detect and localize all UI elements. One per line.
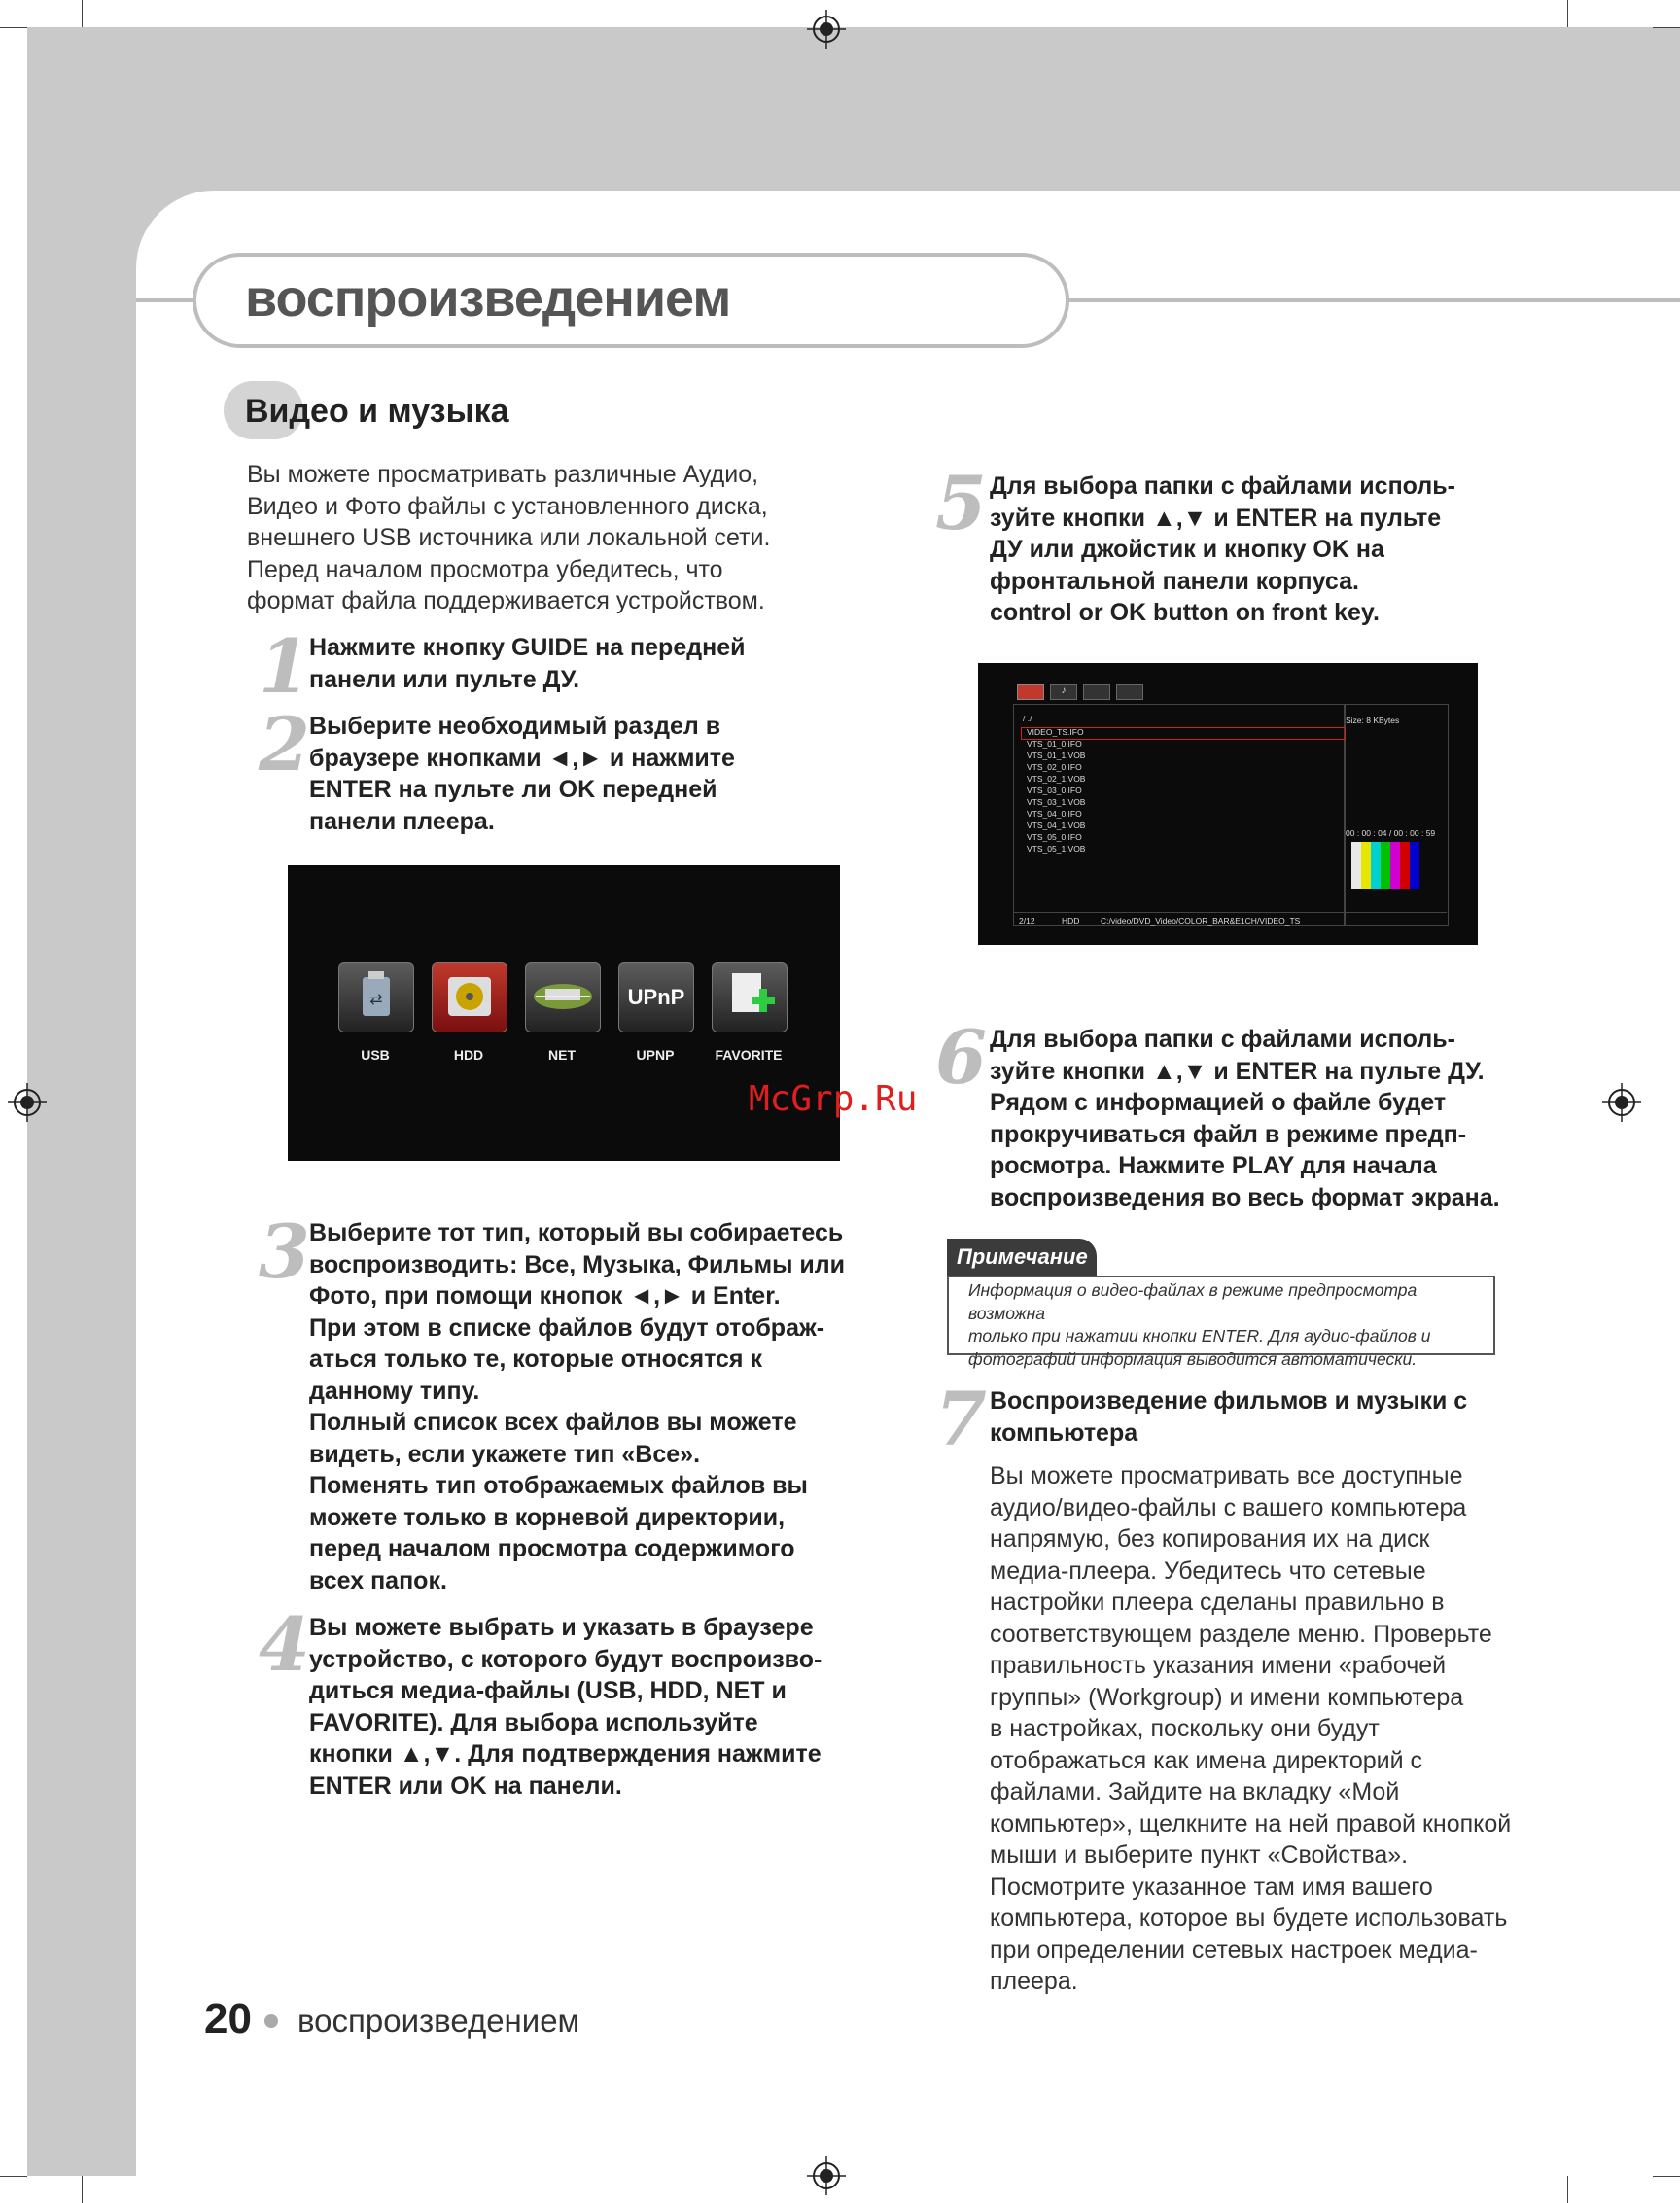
device-label: HDD [453,1047,484,1063]
note-title: Примечание [947,1239,1097,1276]
step-number: 1 [259,623,310,710]
device-label: FAVORITE [715,1047,783,1063]
upnp-icon-text: UPnP [627,985,685,1009]
step-1-text [309,632,745,695]
color-bar [1390,842,1400,889]
page-number: 20 [204,1995,252,2043]
crop-mark [0,2176,27,2177]
photo-tab-icon[interactable] [1116,684,1143,700]
text-line: Вы можете просматривать все доступные [990,1462,1463,1489]
text-line: компьютера, которое вы будете использовать [990,1905,1508,1932]
crop-mark [0,27,27,28]
text-line: данному типу. [309,1377,480,1405]
step-number: 2 [259,701,310,787]
step-number: 3 [259,1208,310,1295]
text-line: при определении сетевых настроек медиа- [990,1936,1478,1964]
registration-mark-icon [1602,1083,1641,1122]
color-bar [1381,842,1390,889]
step-number: 5 [935,460,987,546]
text-line: файлами. Зайдите на вкладку «Мой [990,1778,1400,1805]
text-line: ENTER или OK на панели. [309,1771,622,1800]
watermark: McGrp.Ru [749,1079,918,1119]
registration-mark-icon [807,2156,846,2195]
text-line: Фото, при помощи кнопок ◄,► и Enter. [309,1282,781,1310]
crop-mark [1567,0,1568,27]
file-row[interactable]: VIDEO_TS.IFO [1027,727,1084,737]
text-line: При этом в списке файлов будут отображ- [309,1313,825,1342]
file-row[interactable]: VTS_01_1.VOB [1027,751,1086,760]
text-line: ДУ или джойстик и кнопку OK на [990,536,1384,563]
hdd-tile[interactable] [432,962,508,1032]
text-line: перед началом просмотра содержимого [309,1535,795,1562]
usb-tile[interactable] [338,962,414,1032]
network-icon [526,963,600,1032]
file-row[interactable]: VTS_03_0.IFO [1027,786,1082,795]
svg-text:⇄: ⇄ [369,990,383,1008]
text-line: браузере кнопками ◄,► и нажмите [309,744,735,772]
note-text [968,1279,1493,1371]
step-5-text [990,471,1455,629]
text-line: ENTER на пульте ли OK передней [309,776,718,803]
file-row[interactable]: VTS_04_0.IFO [1027,809,1082,819]
text-line: внешнего USB источника или локальной сети. [247,524,771,551]
intro-paragraph [247,459,770,617]
text-line: аться только те, которые относятся к [309,1346,762,1373]
favorite-file-icon [713,963,787,1032]
file-row[interactable]: VTS_03_1.VOB [1027,797,1086,807]
title-rule [136,298,194,302]
text-line: воспроизведения во весь формат экрана. [990,1183,1500,1211]
text-line: всех папок. [309,1566,447,1594]
step-number: 6 [935,1014,987,1101]
step-number: 4 [259,1601,310,1688]
registration-mark-icon [807,10,846,49]
text-line: Видео и Фото файлы с установленного диска, [247,492,768,520]
text-line: фронтальной панели корпуса. [990,567,1359,595]
device-label: USB [361,1047,390,1063]
text-line: видеть, если укажете тип «Все». [309,1440,701,1468]
text-line: плеера. [990,1968,1078,1995]
text-line: Рядом с информацией о файле будет [990,1089,1447,1116]
text-line: Вы можете выбрать и указать в браузере [309,1614,814,1641]
step-6-text [990,1024,1500,1213]
text-line: группы» (Workgroup) и имени компьютера [990,1683,1464,1711]
device-label: NET [548,1047,576,1063]
text-line: Воспроизведение фильмов и музыки с [990,1387,1468,1415]
text-line: Выберите тот тип, который вы собираетесь [309,1219,844,1246]
section-heading: Видео и музыка [245,393,509,430]
text-line: панели или пульте ДУ. [309,665,580,693]
text-line: зуйте кнопки ▲,▼ и ENTER на пульте ДУ. [990,1057,1485,1085]
device-label: UPNP [636,1047,675,1063]
text-line: соответствующем разделе меню. Проверьте [990,1620,1492,1648]
file-row[interactable]: VTS_02_0.IFO [1027,762,1082,772]
page-title: воспроизведением [245,269,731,328]
registration-mark-icon [8,1083,47,1122]
color-bar [1400,842,1410,889]
file-row[interactable]: VTS_05_0.IFO [1027,832,1082,842]
crop-mark [1653,2176,1680,2177]
movie-tab-icon[interactable] [1083,684,1110,700]
file-row[interactable]: VTS_01_0.IFO [1027,739,1082,749]
color-bar [1351,842,1361,889]
hard-drive-icon [433,963,507,1032]
playback-time: 00 : 00 : 04 / 00 : 00 : 59 [1346,828,1436,838]
text-line: диться медиа-файлы (USB, HDD, NET и [309,1677,787,1704]
file-size: Size: 8 KBytes [1346,716,1400,725]
status-divider [1013,912,1447,913]
step-4-text [309,1612,822,1801]
text-line: панели плеера. [309,807,495,835]
crop-mark [82,0,83,27]
crop-mark [1567,2176,1568,2203]
preview-panel [1344,704,1449,926]
text-line: Вы можете просматривать различные Аудио, [247,461,759,488]
path-text: / ./ [1023,714,1032,723]
text-line: устройство, с которого будут воспроизво- [309,1645,822,1673]
text-line: Нажмите кнопку GUIDE на передней [309,634,746,661]
tab-all-icon[interactable] [1017,684,1044,700]
crop-mark [1653,27,1680,28]
text-line: Перед началом просмотра убедитесь, что [247,555,723,583]
text-line: отображаться как имена директорий с [990,1746,1423,1774]
step-2-text [309,711,735,837]
text-line: Поменять тип отображаемых файлов вы [309,1472,808,1499]
status-path: C:/video/DVD_Video/COLOR_BAR&E1CH/VIDEO_TS [1101,916,1301,926]
text-line: росмотра. Нажмите PLAY для начала [990,1152,1437,1179]
text-line: FAVORITE). Для выбора используйте [309,1708,758,1736]
text-line: мыши и выберите пункт «Свойства». [990,1841,1409,1869]
step-7-heading [990,1385,1467,1449]
color-bar [1410,842,1419,889]
status-count: 2/12 [1019,916,1035,926]
footer-title: воспроизведением [298,2003,580,2039]
net-tile[interactable] [525,962,601,1032]
favorite-tile[interactable] [712,962,788,1032]
text-line: медиа-плеера. Убедитесь что сетевые [990,1556,1426,1585]
text-line: компьютера [990,1418,1138,1447]
file-row[interactable]: VTS_05_1.VOB [1027,844,1086,854]
file-browser-screenshot [978,663,1478,945]
upnp-tile[interactable] [618,962,694,1032]
text-line: воспроизводить: Все, Музыка, Фильмы или [309,1250,846,1278]
text-line: Информация о видео-файлах в режиме предпросмотра возможна [968,1280,1418,1323]
text-line: Для выбора папки с файлами исполь- [990,1026,1455,1053]
text-line: можете только в корневой директории, [309,1503,786,1531]
usb-drive-icon [339,963,413,1032]
music-tab-icon[interactable]: ♪ [1050,684,1077,700]
step-3-text [309,1217,845,1596]
step-number: 7 [935,1376,987,1462]
text-line: Посмотрите указанное там имя вашего [990,1872,1433,1901]
text-line: Для выбора папки с файлами исполь- [990,472,1455,500]
text-line: в настройках, поскольку они будут [990,1715,1380,1742]
text-line: формат файла поддерживается устройством. [247,587,765,614]
text-line: настройки плеера сделаны правильно в [990,1589,1445,1616]
text-line: Выберите необходимый раздел в [309,713,721,740]
file-row[interactable]: VTS_04_1.VOB [1027,821,1086,830]
text-line: прокручиваться файл в режиме предп- [990,1120,1467,1148]
crop-mark [82,2176,83,2203]
text-line: control or OK button on front key. [990,599,1380,626]
color-bars-preview [1351,842,1419,889]
text-line: правильность указания имени «рабочей [990,1652,1447,1679]
text-line: аудио/видео-файлы с вашего компьютера [990,1493,1467,1521]
text-line: кнопки ▲,▼. Для подтверждения нажмите [309,1740,822,1767]
title-rule [1068,298,1680,302]
text-line: зуйте кнопки ▲,▼ и ENTER на пульте [990,504,1442,532]
footer-bullet [264,2014,278,2028]
text-line: напрямую, без копирования их на диск [990,1525,1430,1553]
color-bar [1371,842,1381,889]
color-bar [1361,842,1371,889]
status-device: HDD [1062,916,1080,926]
text-line: компьютер», щелкните на ней правой кнопкой [990,1809,1512,1837]
text-line: только при нажатии кнопки ENTER. Для аудио-файлов и [968,1326,1431,1346]
file-row[interactable]: VTS_02_1.VOB [1027,774,1086,784]
text-line: фотографий информация выводится автоматически. [968,1348,1418,1369]
step-7-body [990,1460,1511,1998]
text-line: Полный список всех файлов вы можете [309,1409,797,1436]
